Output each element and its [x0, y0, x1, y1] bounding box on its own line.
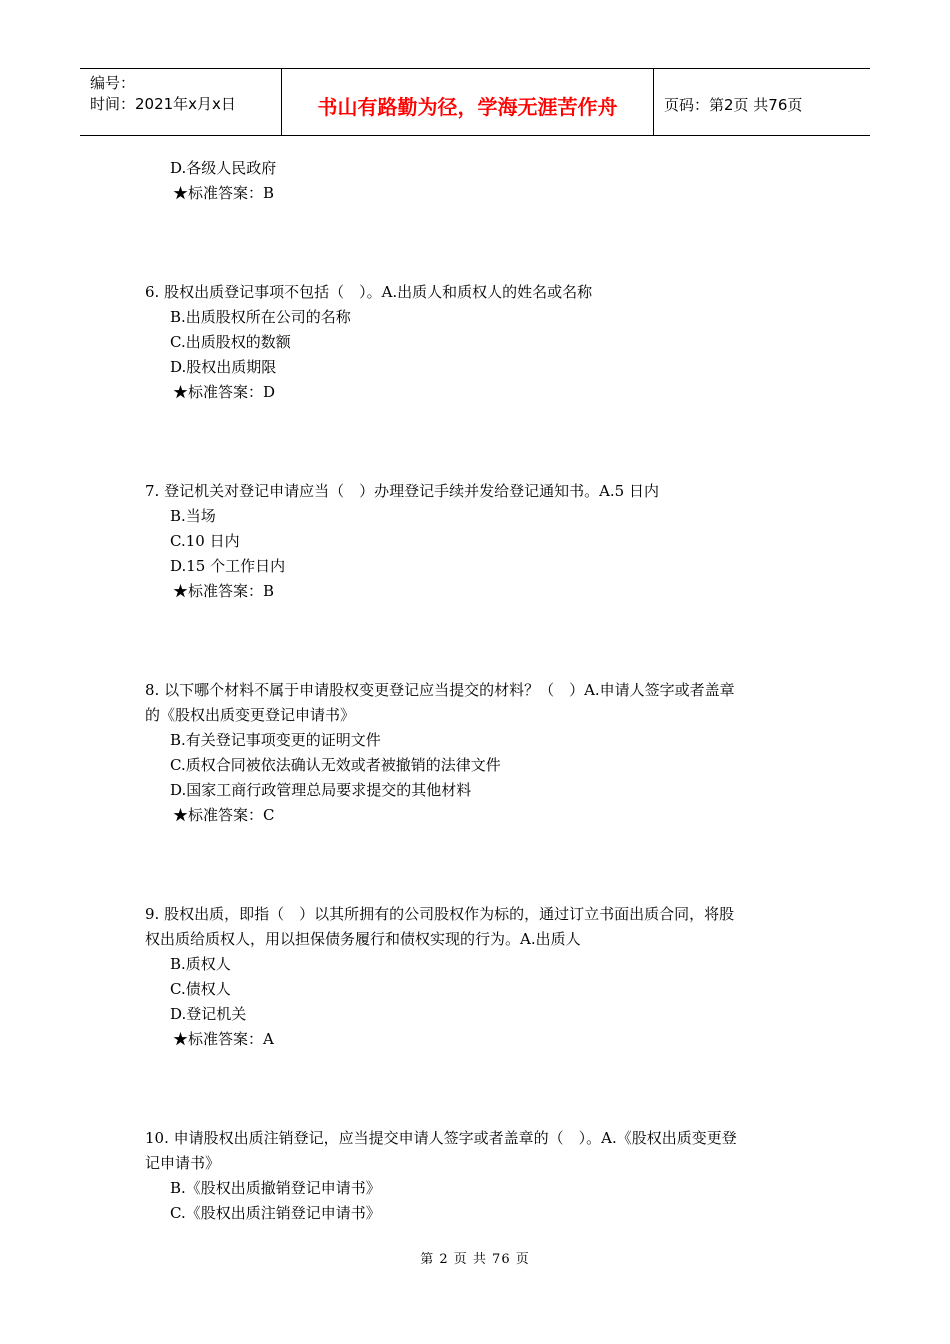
header-page-info: 页码：第2页 共76页	[664, 95, 803, 114]
question-text: 的《股权出质变更登记申请书》	[145, 706, 356, 724]
standard-answer: ★标准答案：D	[173, 383, 276, 401]
header-meta-cell	[80, 69, 282, 135]
question-spacer	[145, 405, 815, 479]
standard-answer: ★标准答案：B	[173, 184, 275, 202]
answer-option: B.当场	[170, 507, 216, 525]
answer-option: D.15 个工作日内	[170, 557, 286, 575]
answer-option: C.出质股权的数额	[170, 333, 291, 351]
answer-option: D.国家工商行政管理总局要求提交的其他材料	[170, 781, 472, 799]
standard-answer: ★标准答案：B	[173, 582, 275, 600]
answer-option: C.10 日内	[170, 532, 240, 550]
answer-option: D.登记机关	[170, 1005, 247, 1023]
document-date-label: 时间：2021年x月x日	[90, 95, 236, 113]
question-text: 记申请书》	[145, 1154, 221, 1172]
question-spacer	[145, 206, 815, 280]
question-spacer	[145, 1052, 815, 1126]
standard-answer: ★标准答案：A	[173, 1030, 274, 1048]
standard-answer: ★标准答案：C	[173, 806, 275, 824]
question-text: 6. 股权出质登记事项不包括（ ）。A.出质人和质权人的姓名或名称	[145, 283, 593, 301]
question-spacer	[145, 828, 815, 902]
answer-option: B.有关登记事项变更的证明文件	[170, 731, 381, 749]
page-header	[80, 68, 870, 136]
page-footer: 第 2 页 共 76 页	[420, 1252, 530, 1267]
answer-option: D.股权出质期限	[170, 358, 277, 376]
answer-option: B.《股权出质撤销登记申请书》	[170, 1179, 381, 1197]
header-motto-cell	[282, 69, 654, 135]
question-text: 10. 申请股权出质注销登记，应当提交申请人签字或者盖章的（ ）。A.《股权出质变更登	[145, 1129, 737, 1147]
answer-option: D.各级人民政府	[170, 159, 277, 177]
question-text: 7. 登记机关对登记申请应当（ ）办理登记手续并发给登记通知书。A.5 日内	[145, 482, 659, 500]
answer-option: C.质权合同被依法确认无效或者被撤销的法律文件	[170, 756, 501, 774]
answer-option: C.债权人	[170, 980, 231, 998]
question-text: 8. 以下哪个材料不属于申请股权变更登记应当提交的材料？（ ）A.申请人签字或者盖章	[145, 681, 735, 699]
header-motto: 书山有路勤为径，学海无涯苦作舟	[317, 94, 618, 119]
answer-option: C.《股权出质注销登记申请书》	[170, 1204, 381, 1222]
question-list	[145, 156, 815, 1226]
document-number-label: 编号：	[90, 74, 136, 92]
question-text: 权出质给质权人，用以担保债务履行和债权实现的行为。A.出质人	[145, 930, 581, 948]
header-page-cell	[654, 69, 870, 135]
answer-option: B.出质股权所在公司的名称	[170, 308, 351, 326]
question-spacer	[145, 604, 815, 678]
answer-option: B.质权人	[170, 955, 231, 973]
question-text: 9. 股权出质，即指（ ）以其所拥有的公司股权作为标的，通过订立书面出质合同，将股	[145, 905, 735, 923]
